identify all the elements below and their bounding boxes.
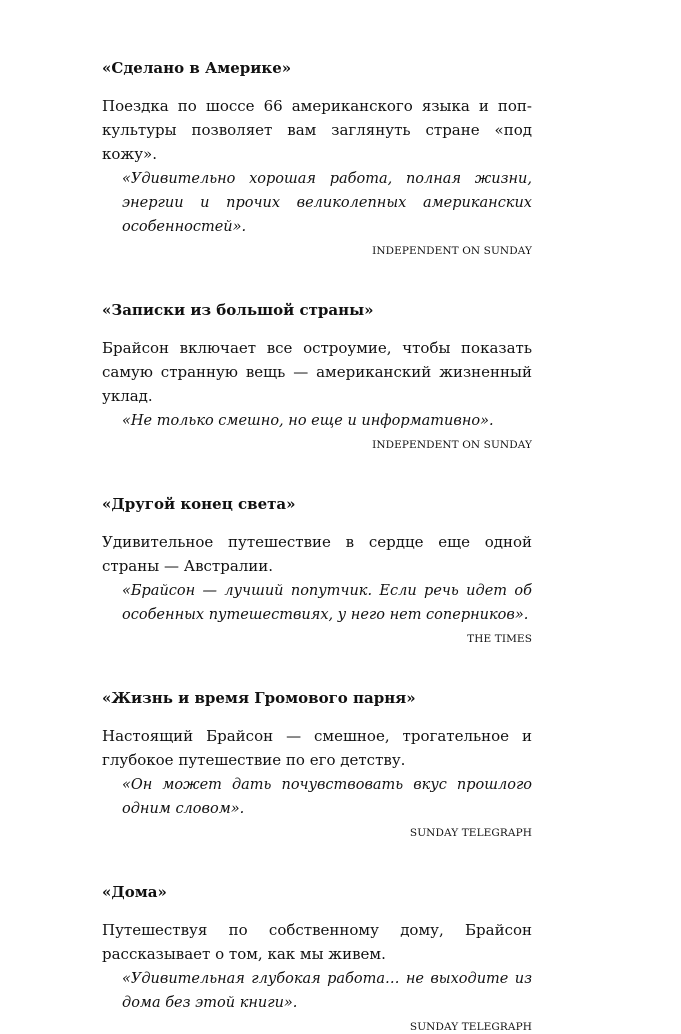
book-title: «Жизнь и время Громового парня» (102, 689, 416, 707)
review-quote: «Брайсон — лучший попутчик. Если речь идет об особенных путешествиях, у него нет соперников». (122, 583, 532, 623)
review-source: SUNDAY TELEGRAPH (409, 1021, 532, 1033)
review-source: INDEPENDENT ON SUNDAY (372, 245, 532, 257)
book-description: Поездка по шоссе 66 американского языка и поп-культуры позволяет вам заглянуть стране «под кожу». (102, 97, 532, 163)
book-title: «Другой конец света» (102, 495, 296, 513)
review-quote: «Он может дать почувствовать вкус прошлого одним словом». (122, 777, 532, 817)
review-quote: «Не только смешно, но еще и информативно». (122, 413, 494, 429)
book-title: «Сделано в Америке» (102, 59, 292, 77)
book-entry (102, 300, 532, 452)
book-title: «Дома» (102, 883, 167, 901)
review-source: SUNDAY TELEGRAPH (409, 827, 532, 839)
book-description: Брайсон включает все остроумие, чтобы показать самую странную вещь — американский жизненный уклад. (102, 339, 532, 405)
book-description: Настоящий Брайсон — смешное, трогательное и глубокое путешествие по его детству. (102, 727, 532, 769)
reviews-list (102, 58, 532, 1034)
review-source: INDEPENDENT ON SUNDAY (372, 439, 532, 451)
book-description: Удивительное путешествие в сердце еще одной страны — Австралии. (102, 533, 532, 575)
book-title: «Записки из большой страны» (102, 301, 374, 319)
book-entry (102, 688, 532, 840)
review-source: THE TIMES (467, 633, 532, 645)
book-entry (102, 58, 532, 258)
book-description: Путешествуя по собственному дому, Брайсон рассказывает о том, как мы живем. (102, 921, 532, 963)
book-entry (102, 882, 532, 1034)
review-quote: «Удивительная глубокая работа… не выходите из дома без этой книги». (122, 971, 532, 1011)
review-quote: «Удивительно хорошая работа, полная жизни, энергии и прочих великолепных американских особенностей». (122, 171, 532, 235)
book-entry (102, 494, 532, 646)
